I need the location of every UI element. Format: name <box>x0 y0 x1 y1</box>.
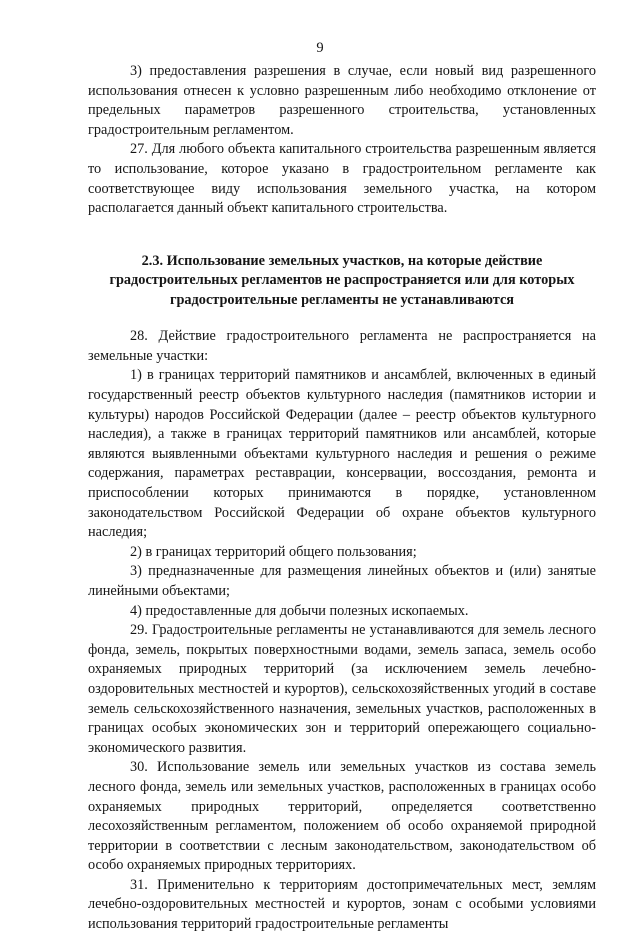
list-item-2: 2) в границах территорий общего пользования; <box>130 543 417 560</box>
page-number: 9 <box>316 40 324 56</box>
paragraph-30: 30. Использование земель или земельных участков из состава земель лесного фонда, земель или земельных участков, расположенных в границах особо охраняемых природных территорий, определяется соответственно лесохозяйственным регламентом, положением об особо охраняемой природной территории в соответствии с лесным законодательством, законодательством об особо охраняемых природных территориях. <box>88 759 596 874</box>
paragraph-29: 29. Градостроительные регламенты не устанавливаются для земель лесного фонда, земель, покрытых поверхностными водами, земель запаса, земель особо охраняемых природных территорий (за исключением земель лечебно-оздоровительных местностей и курортов), сельскохозяйственных угодий в составе земель сельскохозяйственного назначения, земельных участков, расположенных в границах особых экономических зон и территорий опережающего социально-экономического развития. <box>88 622 596 756</box>
paragraph-27: 27. Для любого объекта капитального строительства разрешенным является то использование, которое указано в градостроительном регламенте как соответствующее виду использования земельного участка, на котором располагается данный объект капитального строительства. <box>88 141 596 217</box>
paragraph-31: 31. Применительно к территориям достопримечательных мест, землям лечебно-оздоровительных местностей и курортов, зонам с особыми условиями использования территорий градостроительные регламенты <box>88 876 596 933</box>
section-heading-2-3: 2.3. Использование земельных участков, на которые действие градостроительных регламентов не распространяется или для которых градостроительные регламенты не устанавливаются <box>109 252 575 308</box>
paragraph-28: 28. Действие градостроительного регламента не распространяется на земельные участки: <box>88 328 596 364</box>
list-item-3: 3) предназначенные для размещения линейных объектов и (или) занятые линейными объектами; <box>88 563 596 599</box>
paragraph-item-3: 3) предоставления разрешения в случае, если новый вид разрешенного использования отнесен к условно разрешенным либо необходимо отклонение от предельных параметров разрешенного строительства, установленных градостроительным регламентом. <box>88 63 596 138</box>
list-item-4: 4) предоставленные для добычи полезных ископаемых. <box>130 602 469 619</box>
list-item-1: 1) в границах территорий памятников и ансамблей, включенных в единый государственный реестр объектов культурного наследия (памятников истории и культуры) народов Российской Федерации (далее – реестр объектов культурного наследия), а также в границах территорий памятников или ансамблей, которые являются выявленными объектами культурного наследия и решения о режиме содержания, параметрах реставрации, консервации, воссоздания, ремонта и приспособлении которых принимаются в порядке, установленном законодательством Российской Федерации об охране объектов культурного наследия; <box>88 367 596 541</box>
document-body <box>88 62 596 935</box>
